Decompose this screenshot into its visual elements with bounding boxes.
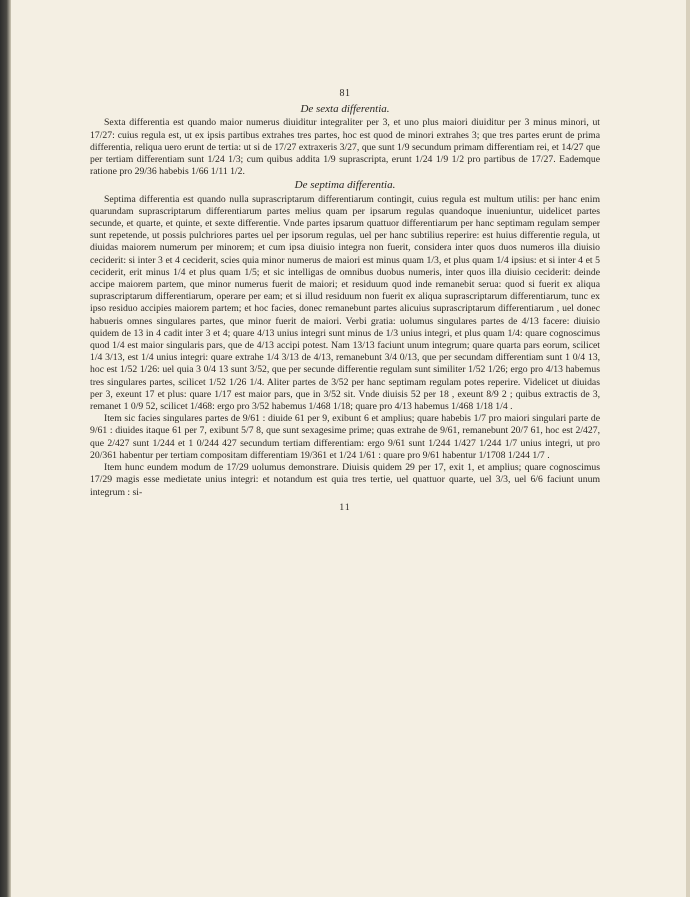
page-edge	[686, 0, 690, 897]
book-spine-shadow	[0, 0, 11, 897]
paragraph: Sexta differentia est quando maior numerus diuiditur integraliter per 3, et uno plus maiori diuiditur per 3 minus minori, ut 17/27: cuius regula est, ut ex ipsis partibus extrahes tres partes, hoc est quod de minori extrahes 3; que tres partes erunt de prima differentia, reliqua uero erunt de tertia: ut si de 17/27 extraxeris 3/27, que sunt 1/9 secundum primam differentiam rei, et 14/27 que per tertiam differentiam sunt 1/24 1/3; cum quibus addita 1/9 suprascripta, erunt 1/24 1/9 1/2 pro partibus de 17/27. Eademque ratione pro 29/36 habebis 1/66 1/11 1/2.	[90, 117, 600, 178]
section-heading-sexta: De sexta differentia.	[300, 103, 390, 116]
section-heading-septima: De septima differentia.	[294, 179, 396, 192]
text-block	[90, 88, 600, 514]
paragraph: Item sic facies singulares partes de 9/61 : diuide 61 per 9, exibunt 6 et amplius; quare habebis 1/7 pro maiori singulari parte de 9/61 : diuides itaque 61 per 7, exibunt 5/7 8, que sunt sexagesime prime; quas extrahe de 9/61, remanebunt 20/7 61, hoc est 2/427, que 2/427 sunt 1/244 et 1 0/244 427 secundum tertiam differentiam: ergo 9/61 sunt 1/244 1/427 1/244 1/7 unius integri, ut pro 20/361 habentur per tertiam compositam differentiam 19/361 et 1/24 1/61 : quare pro 9/61 habentur 1/1708 1/244 1/7 .	[90, 413, 600, 461]
page-number: 81	[339, 88, 351, 99]
paragraph: Septima differentia est quando nulla suprascriptarum differentiarum contingit, cuius regula est multum utilis: per hanc enim quarundam suprascriptarum differentiarum partes melius quam per ipsarum regulas quandoque inueniuntur, uidelicet partes secunde, et quarte, et quinte, et sexte differentie. Vnde partes ipsarum quattuor differentiarum per hanc septimam regulam semper sunt repetende, ut possis pulchriores partes uel per ipsorum regulas, uel per hanc subtilius reperire: est huius differentie regula, ut diuidas maiorem numerum per minorem; et cum ipsa diuisio integra non fuerit, considera inter quos duos numeros illa diuisio ceciderit: si inter 3 et 4 ceciderit, scies quia minor numerus de maiori est minus quam 1/3, et plus quam 1/4 ipsius: et si inter 4 et 5 ceciderit, erit minus 1/4 et plus quam 1/5; et sic intelligas de omnibus duobus numeris, inter quos illa diuisio ceciderit: deinde accipe maiorem partem, que minor numerus fuerit de maiori; et residuum quod inde remanebit serua: quod si fuerit ex aliqua suprascriptarum differentiarum, operare per eam; et si illud residuum non fuerit ex aliqua suprascriptarum differentiarum, tunc ex ipso residuo accipies maiorem partem; et hoc facies, donec remanebunt partes alicuius suprascriptarum differentiarum , uel donec habueris omnes singulares partes, que minor fuerit de maiori. Verbi gratia: uolumus singulares partes de 4/13 facere: diuisio quidem de 13 in 4 cadit inter 3 et 4; quare 4/13 unius integri sunt minus de 1/3 unius integri, et plus quam 1/4: quare cognoscimus quod 1/4 est maior singularis pars, que de 4/13 accipi potest. Nam 13/13 faciunt unum integrum; quare quarta pars eorum, scilicet 1/4 3/13, est 1/4 unius integri: quare extrahe 1/4 3/13 de 4/13, remanebunt 3/4 0/13, que per secundam differentiam sunt 1 0/4 13, hoc est 1/52 1/26: uel quia 3 0/4 13 sunt 3/52, que per secunde differentie regulam sunt similiter 1/52 1/26; ergo pro 4/13 habemus tres singulares partes, scilicet 1/52 1/26 1/4. Aliter partes de 3/52 per hanc septimam regulam potes reperire. Videlicet ut diuidas per 3, exeunt 17 et plus: quare 1/17 est maior pars, que in 3/52 sit. Vnde diuisis 52 per 18 , exeunt 8/9 2 ; quibus extractis de 3, remanet 1 0/9 52, scilicet 1/468: ergo pro 3/52 habemus 1/468 1/18; quare pro 4/13 habemus 1/468 1/18 1/4 .	[90, 193, 600, 413]
signature-mark: 11	[339, 502, 351, 513]
paragraph: Item hunc eundem modum de 17/29 uolumus demonstrare. Diuisis quidem 29 per 17, exit 1, et amplius; quare cognoscimus 17/29 magis esse medietate unius integri: et notandum est quia tres tertie, uel quattuor quarte, uel 3/3, uel 6/6 faciunt unum integrum : si-	[90, 462, 600, 498]
